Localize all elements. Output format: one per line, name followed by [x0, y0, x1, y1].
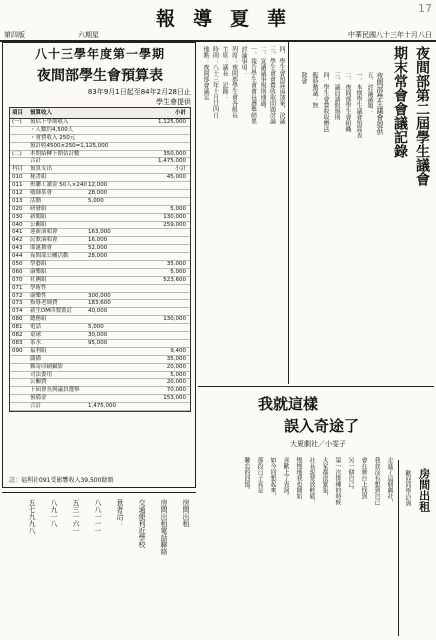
- row-code: 074: [12, 308, 23, 315]
- council-minutes-article: [290, 42, 434, 384]
- council-text-column: 散會: [300, 72, 307, 84]
- row-subtotal: 20,000: [166, 379, 186, 386]
- essay-text-column: 大家都很緊張，: [321, 457, 328, 499]
- row-subtotal: 45,000: [166, 174, 186, 181]
- row-amount: 28,000: [88, 253, 108, 260]
- row-name: 指導老師費: [30, 300, 58, 307]
- row-amount: 40,000: [88, 308, 108, 315]
- notice-text-column: 房間出租: [182, 499, 190, 527]
- row-code: 030: [12, 213, 23, 220]
- row-amount: 52,000: [88, 245, 108, 252]
- table-row: [10, 214, 190, 222]
- table-row: [10, 340, 190, 348]
- table-row: [10, 198, 190, 206]
- minutes-text-column: 二、宣讀議事規則通過。: [259, 46, 266, 112]
- row-subtotal: 35,000: [166, 355, 186, 362]
- row-subtotal: 35,000: [166, 261, 186, 268]
- masthead: [0, 0, 436, 39]
- column-divider: [288, 42, 289, 384]
- row-name: 公關組: [30, 221, 47, 228]
- row-subtotal: 5,000: [170, 371, 186, 378]
- issue-label: 六期星: [78, 31, 99, 39]
- notice-text-column: 八八一一一: [94, 499, 102, 534]
- header-code: 項目: [12, 110, 24, 116]
- row-subtotal: 259,000: [163, 221, 186, 228]
- council-text-column: 臨時動議：無: [311, 72, 318, 108]
- row-name: 社團組: [30, 276, 47, 283]
- row-name: 活動: [30, 197, 42, 204]
- row-subtotal: 1,475,000: [158, 158, 186, 165]
- notice-text-column: 房間出租電話聯絡: [160, 499, 168, 555]
- notice-text-column: 交通便利近學校: [138, 499, 146, 548]
- row-code: 013: [12, 197, 23, 204]
- section-label: 第四版: [4, 31, 25, 39]
- row-subtotal: 523,600: [163, 276, 186, 283]
- row-name: 新生DM印製裝訂: [30, 308, 72, 315]
- table-row: [10, 332, 190, 340]
- essay-text-column: 難忘的回憶。: [243, 457, 250, 493]
- row-subtotal: 5,000: [170, 205, 186, 212]
- row-subtotal: 70,000: [166, 387, 186, 394]
- row-name: 福利組: [30, 347, 47, 354]
- row-name: 桌球: [30, 332, 42, 339]
- row-name: 總務組: [30, 316, 47, 323]
- row-name: 耶誕舞會: [30, 245, 53, 252]
- table-row: [10, 348, 190, 356]
- row-name: 班聯工讀金 50人×240: [30, 182, 87, 189]
- table-row: [10, 245, 190, 253]
- article-title-line1: 夜間部第二屆學生議會: [414, 46, 430, 186]
- minutes-text-column: 四、學生會預算追加案，決議: [278, 46, 285, 124]
- row-code: (一): [12, 119, 22, 125]
- notice-text-column: 五三一六一: [72, 499, 80, 534]
- article-title-line2: 期末常會會議記錄: [392, 46, 408, 158]
- title-char: 導: [192, 7, 220, 30]
- row-code: (二): [12, 150, 22, 157]
- row-amount: 5,000: [88, 197, 104, 204]
- row-name: 電話: [30, 324, 42, 331]
- table-row: [10, 190, 190, 198]
- minutes-text-column: 討論事項：: [240, 46, 247, 76]
- article-source: 夜間部學生議會提供: [376, 72, 384, 135]
- essay-text-column: 社長說要放輕鬆，: [308, 457, 315, 505]
- table-row: [10, 127, 190, 135]
- row-code: 081: [12, 324, 23, 331]
- table-row: [10, 316, 190, 324]
- row-subtotal: 350,000: [163, 150, 186, 157]
- table-row: [10, 174, 190, 182]
- council-text-column: 一、本期學生議會預算表: [355, 72, 362, 138]
- essay-title-line1: 我就這樣: [258, 395, 319, 413]
- table-row: [10, 285, 190, 293]
- minutes-text-column: 列席：夜間部學生會各組長: [230, 46, 238, 118]
- essay-text-column: 慢慢地我也開始: [295, 457, 302, 499]
- row-name: 儲備: [30, 355, 42, 362]
- row-code: 080: [12, 316, 23, 323]
- row-name: 下屆會長與議員選舉: [30, 387, 80, 394]
- table-row: [10, 135, 190, 143]
- table-row: [10, 253, 190, 261]
- row-name: 茶水: [30, 339, 42, 346]
- budget-table: [9, 107, 191, 412]
- essay-text-column: 那段日子真是: [256, 457, 263, 493]
- minutes-text-column: 地點：夜間部會議室: [202, 46, 209, 100]
- header-name: 預算收入: [30, 110, 53, 116]
- table-row: [10, 356, 190, 364]
- row-amount: 95,000: [88, 339, 108, 346]
- housing-text: 歡迎同學洽詢: [403, 470, 411, 506]
- essay-text-column: 另一個自己。: [347, 457, 354, 493]
- row-amount: 300,000: [88, 292, 111, 299]
- row-amount: 16,000: [88, 237, 108, 244]
- row-code: 082: [12, 332, 23, 339]
- row-name: 新聞組: [30, 213, 47, 220]
- row-name: 合計: [30, 403, 42, 410]
- table-row: [10, 324, 190, 332]
- table-row: [10, 182, 190, 190]
- budget-title-line2: 夜間部學生會預算表: [37, 68, 163, 84]
- row-code: 040: [12, 221, 23, 228]
- table-row: [10, 403, 190, 411]
- row-subtotal: 小計: [174, 166, 186, 173]
- row-subtotal: 153,000: [163, 395, 186, 402]
- table-row: [10, 143, 190, 151]
- row-name: 預算支出: [30, 166, 53, 173]
- row-name: ・會費收入 250元: [30, 134, 76, 141]
- essay-text-column: 第一次排練的時候: [334, 457, 341, 505]
- essay-text-column: 走進了這個劇社，: [386, 457, 393, 505]
- row-name: 學術性: [30, 284, 47, 291]
- budget-footnote: 註：福利社091受影響收入39,500餘額: [9, 477, 114, 484]
- minutes-text-column: 一、報告學生會會長選舉結果: [249, 46, 257, 124]
- row-code: 072: [12, 292, 23, 299]
- title-char: 華: [267, 7, 295, 30]
- row-amount: 28,000: [88, 190, 108, 197]
- row-subtotal: 9,400: [170, 347, 186, 354]
- row-code: 070: [12, 276, 23, 283]
- row-amount: 5,000: [88, 324, 104, 331]
- council-text-column: 五、討論議題：: [366, 72, 373, 114]
- budget-source: 學生會提供: [156, 98, 191, 106]
- row-code: 041: [12, 229, 23, 236]
- table-row: [10, 364, 190, 372]
- meeting-minutes-column: [198, 42, 288, 384]
- header-subtotal: 小計: [174, 110, 186, 116]
- title-char: 報: [155, 7, 183, 30]
- row-name: 康樂性: [30, 292, 47, 299]
- table-header-row: [10, 108, 190, 119]
- notice-text-column: 八九一八: [50, 499, 58, 527]
- notice-text-column: 意者洽：: [116, 499, 124, 527]
- table-row: [10, 261, 190, 269]
- row-name: 公關費: [30, 379, 47, 386]
- table-row: [10, 119, 190, 127]
- budget-date-range: 83年9月1日起至84年2月28日止: [87, 88, 191, 96]
- row-subtotal: 1,125,000: [158, 119, 186, 125]
- minutes-text-column: 時間：八十三年十月廿四日: [211, 46, 219, 118]
- row-name: 預計收4500×250=1,125,000: [30, 142, 109, 149]
- row-code: 科目: [12, 166, 24, 173]
- row-name: 康樂組: [30, 268, 47, 275]
- row-code: 012: [12, 190, 23, 197]
- table-row: [10, 269, 190, 277]
- date-line: 中華民國八十三年十月八日: [348, 31, 432, 39]
- row-code: 044: [12, 253, 23, 260]
- budget-title-line1: 八十三學年度第一學期: [34, 47, 165, 61]
- row-name: 郵寄印刷攝影: [30, 363, 64, 370]
- housing-title: 房間出租: [417, 468, 431, 512]
- minutes-text-column: 主席：議長 記錄：: [221, 46, 228, 100]
- row-amount: 1,475,000: [88, 403, 116, 410]
- row-code: 060: [12, 268, 23, 275]
- page-number: 17: [418, 2, 432, 15]
- essay-text-column: 我並沒有想到自己: [373, 457, 380, 505]
- row-code: 083: [12, 339, 23, 346]
- header-info-line: [0, 30, 436, 40]
- row-name: 預估下學期收入: [30, 119, 69, 125]
- row-code: 043: [12, 245, 23, 252]
- row-name: 預備金: [30, 395, 47, 402]
- row-name: 本期結轉下期估計數: [30, 150, 80, 157]
- row-name: 敬師茶會: [30, 190, 53, 197]
- row-amount: 12,000: [88, 182, 108, 189]
- row-code: 073: [12, 300, 23, 307]
- notice-text-column: 五七九九八: [28, 499, 36, 534]
- row-amount: 30,000: [88, 332, 108, 339]
- table-row: [10, 387, 190, 395]
- row-code: 011: [12, 182, 23, 189]
- row-code: 071: [12, 284, 23, 291]
- essay-title-line2: 誤入奇途了: [284, 417, 360, 435]
- row-name: 司法委用: [30, 371, 53, 378]
- essay-text-column: 如今回想起來，: [269, 457, 276, 499]
- row-code: 020: [12, 205, 23, 212]
- row-name: 迎新演唱會: [30, 229, 58, 236]
- essay-text-column: 喜歡上了表演。: [282, 457, 289, 499]
- budget-table-box: [2, 42, 196, 488]
- council-text-column: 三、議員請假規則: [333, 72, 340, 120]
- row-name: 夜間部公關活動: [30, 253, 69, 260]
- row-code: 050: [12, 261, 23, 268]
- classified-notices: [2, 492, 196, 637]
- row-name: 合計: [30, 158, 42, 165]
- row-amount: 183,600: [88, 300, 111, 307]
- row-code: 010: [12, 174, 23, 181]
- row-name: 民歌演唱會: [30, 237, 58, 244]
- row-subtotal: 20,000: [166, 363, 186, 370]
- row-name: 秘書組: [30, 174, 47, 181]
- row-amount: 163,000: [88, 229, 111, 236]
- row-subtotal: 5,000: [170, 268, 186, 275]
- table-row: [10, 277, 190, 285]
- table-row: [10, 206, 190, 214]
- row-name: ・人數約4,500人: [30, 126, 74, 133]
- row-subtotal: 130,000: [163, 316, 186, 323]
- housing-ad: [398, 460, 435, 636]
- row-name: 學藝組: [30, 261, 47, 268]
- council-text-column: 二、夜間部學生會組織: [344, 72, 351, 132]
- minutes-text-column: 三、學生會會費收取問題討論: [268, 46, 276, 124]
- row-code: 090: [12, 347, 23, 354]
- row-subtotal: 130,000: [163, 213, 186, 220]
- council-text-column: 四、學生會費收取辦法: [322, 72, 329, 132]
- essay-byline: 大夏劇社／小雯子: [290, 440, 346, 448]
- table-row: [10, 395, 190, 403]
- row-code: 042: [12, 237, 23, 244]
- row-name: 研發組: [30, 205, 47, 212]
- newspaper-title: [150, 4, 300, 30]
- essay-text-column: 會在舞台上找到: [360, 457, 367, 499]
- title-char: 夏: [230, 7, 258, 30]
